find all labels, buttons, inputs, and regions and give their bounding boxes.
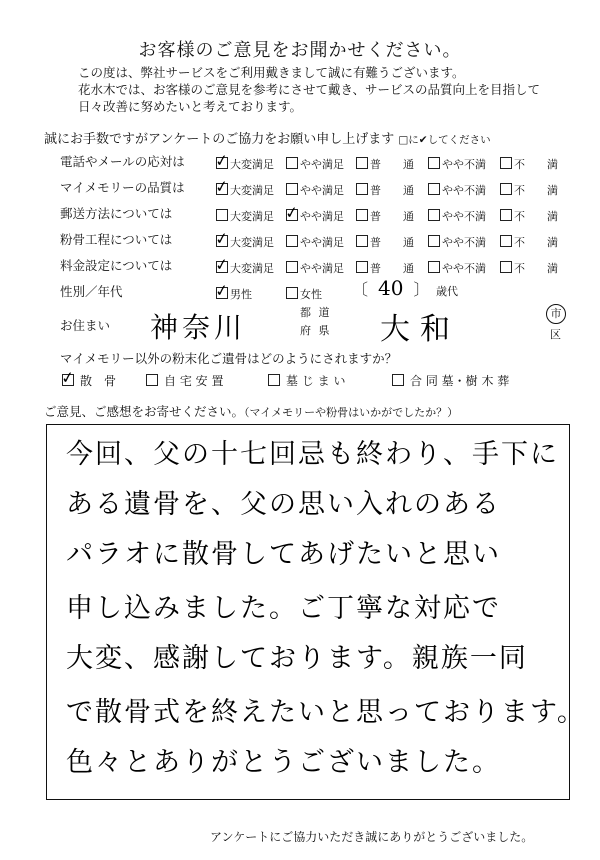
age-suffix: 歳代	[436, 285, 458, 298]
rating-option[interactable]	[500, 153, 558, 172]
rating-option[interactable]	[500, 231, 558, 250]
intro-line: 花水木では、お客様のご意見を参考にさせて戴き、サービスの品質向上を目指して	[78, 82, 541, 97]
request-hint: □に✔してください	[398, 134, 491, 146]
rating-option[interactable]	[213, 150, 274, 172]
rating-checkbox[interactable]	[213, 176, 230, 197]
rating-option[interactable]	[286, 231, 344, 250]
rating-option-label: やや不満	[442, 236, 486, 249]
gender-age-label: 性別／年代	[60, 284, 123, 299]
rating-option[interactable]	[286, 153, 344, 172]
rating-option[interactable]	[428, 231, 486, 250]
rating-checkbox[interactable]	[286, 235, 298, 247]
rating-option-label: 不 満	[514, 184, 558, 197]
rating-option-label: 大変満足	[230, 262, 274, 275]
rating-checkbox[interactable]	[500, 183, 512, 195]
comment-line: パラオに散骨してあげたいと思い	[66, 539, 501, 570]
todofuken-top: 都 道	[300, 306, 332, 319]
shi-circle: 市	[546, 304, 566, 324]
rating-option-label: やや不満	[442, 184, 486, 197]
rating-option-label: 大変満足	[230, 236, 274, 249]
rating-option[interactable]	[286, 257, 344, 276]
rating-option-label: 不 満	[514, 236, 558, 249]
female-checkbox[interactable]	[286, 287, 298, 299]
rating-checkbox[interactable]	[283, 202, 300, 223]
rating-option-label: やや不満	[442, 158, 486, 171]
rating-option-label: 不 満	[514, 158, 558, 171]
footer-thanks: アンケートにご協力いただき誠にありがとうございました。	[210, 830, 534, 844]
rating-option[interactable]	[213, 176, 274, 198]
comment-line: 色々とありがとうございました。	[66, 747, 501, 778]
rating-option-label: やや不満	[442, 210, 486, 223]
rating-option[interactable]	[356, 257, 414, 276]
gender-male-option[interactable]	[213, 280, 252, 302]
check-icon: ✓	[213, 254, 230, 275]
female-label: 女性	[300, 288, 322, 301]
rating-option-label: やや満足	[300, 236, 344, 249]
rating-option[interactable]	[356, 179, 414, 198]
rating-option-label: やや不満	[442, 262, 486, 275]
remains-checkbox[interactable]	[59, 367, 76, 388]
gender-female-option[interactable]	[286, 283, 322, 302]
rating-option[interactable]	[428, 205, 486, 224]
question-label: 粉骨工程については	[60, 232, 173, 247]
rating-option[interactable]	[428, 153, 486, 172]
rating-option[interactable]	[213, 228, 274, 250]
check-icon: ✓	[213, 280, 230, 301]
age-value: 40	[378, 276, 404, 300]
age-field[interactable]	[352, 276, 429, 300]
question-label: 料金設定については	[60, 258, 173, 273]
rating-checkbox[interactable]	[356, 209, 368, 221]
rating-option-label: 普 通	[370, 236, 414, 249]
city-value[interactable]: 大和	[380, 312, 460, 347]
rating-option-label: 普 通	[370, 210, 414, 223]
age-bracket-left: 〔	[352, 280, 369, 299]
rating-option-label: 普 通	[370, 158, 414, 171]
remains-checkbox[interactable]	[268, 374, 280, 386]
comments-subheading: （マイメモリーや粉骨はいかがでしたか？）	[244, 406, 459, 419]
comments-heading	[44, 402, 458, 420]
male-checkbox[interactable]	[213, 280, 230, 301]
rating-option[interactable]	[213, 254, 274, 276]
page-title: お客様のご意見をお聞かせください。	[138, 40, 462, 61]
remains-option[interactable]	[59, 367, 117, 389]
rating-checkbox[interactable]	[500, 261, 512, 273]
remains-option[interactable]	[146, 372, 223, 389]
remains-option-label: 自 宅 安 置	[164, 374, 224, 388]
rating-option-label: 大変満足	[230, 184, 274, 197]
rating-option[interactable]	[356, 153, 414, 172]
rating-option[interactable]	[428, 179, 486, 198]
prefecture-value[interactable]: 神奈川	[150, 311, 247, 344]
rating-option[interactable]	[500, 257, 558, 276]
rating-option-label: やや満足	[300, 158, 344, 171]
remains-checkbox[interactable]	[392, 374, 404, 386]
rating-option[interactable]	[356, 231, 414, 250]
rating-option[interactable]	[500, 179, 558, 198]
shi-mark	[546, 304, 566, 324]
rating-checkbox[interactable]	[428, 235, 440, 247]
rating-option[interactable]	[283, 202, 344, 224]
check-icon: ✓	[283, 202, 300, 223]
rating-option-label: 不 満	[514, 210, 558, 223]
rating-option-label: やや満足	[300, 262, 344, 275]
age-bracket-right: 〕	[413, 280, 430, 299]
rating-checkbox[interactable]	[356, 157, 368, 169]
rating-checkbox[interactable]	[356, 261, 368, 273]
rating-option-label: 大変満足	[230, 158, 274, 171]
remains-question: マイメモリー以外の粉末化ご遺骨はどのようにされますか？	[60, 351, 398, 366]
rating-option[interactable]	[500, 205, 558, 224]
rating-checkbox[interactable]	[216, 209, 228, 221]
address-label: お住まい	[60, 318, 111, 333]
remains-checkbox[interactable]	[146, 374, 158, 386]
comment-line: 今回、父の十七回忌も終わり、手下に	[66, 439, 559, 470]
rating-option[interactable]	[286, 179, 344, 198]
remains-option-label: 散 骨	[80, 374, 117, 388]
comment-line: ある遺骨を、父の思い入れのある	[66, 489, 501, 520]
request-text: 誠にお手数ですがアンケートのご協力をお願い申し上げます	[44, 132, 395, 147]
rating-checkbox[interactable]	[356, 183, 368, 195]
intro-line: この度は、弊社サービスをご利用戴きまして誠に有難うございます。	[78, 65, 465, 80]
request-line	[44, 128, 491, 147]
rating-checkbox[interactable]	[286, 157, 298, 169]
rating-checkbox[interactable]	[213, 254, 230, 275]
rating-option-label: やや満足	[300, 210, 344, 223]
male-label: 男性	[230, 288, 252, 301]
remains-option-label: 墓 じ ま い	[286, 374, 346, 388]
remains-option[interactable]	[392, 372, 509, 389]
check-icon: ✓	[213, 228, 230, 249]
rating-option[interactable]	[356, 205, 414, 224]
rating-checkbox[interactable]	[428, 261, 440, 273]
rating-option-label: 大変満足	[230, 210, 274, 223]
rating-option-label: やや満足	[300, 184, 344, 197]
rating-checkbox[interactable]	[500, 235, 512, 247]
rating-checkbox[interactable]	[428, 157, 440, 169]
rating-checkbox[interactable]	[286, 183, 298, 195]
todofuken-bottom: 府 県	[300, 324, 332, 337]
rating-checkbox[interactable]	[356, 235, 368, 247]
rating-checkbox[interactable]	[286, 261, 298, 273]
rating-option-label: 普 通	[370, 184, 414, 197]
rating-option[interactable]	[428, 257, 486, 276]
comment-line: 申し込みました。ご丁寧な対応で	[66, 593, 501, 624]
intro-line: 日々改善に努めたいと考えております。	[78, 99, 303, 114]
ku-label: 区	[550, 328, 561, 341]
comments-heading-text: ご意見、ご感想をお寄せください。	[44, 404, 245, 419]
rating-checkbox[interactable]	[500, 157, 512, 169]
question-label: 郵送方法については	[60, 206, 173, 221]
check-icon: ✓	[59, 367, 76, 388]
remains-option[interactable]	[268, 372, 345, 389]
question-label: 電話やメールの応対は	[60, 154, 185, 169]
rating-option-label: 不 満	[514, 262, 558, 275]
comment-line: で散骨式を終えたいと思っております。	[66, 697, 586, 728]
rating-checkbox[interactable]	[428, 209, 440, 221]
rating-checkbox[interactable]	[428, 183, 440, 195]
rating-option-label: 普 通	[370, 262, 414, 275]
remains-option-label: 合 同 墓・樹 木 葬	[410, 374, 510, 388]
rating-checkbox[interactable]	[213, 228, 230, 249]
rating-checkbox[interactable]	[213, 150, 230, 171]
rating-option[interactable]	[216, 205, 274, 224]
question-label: マイメモリーの品質は	[60, 180, 185, 195]
comment-line: 大変、感謝しております。親族一同	[66, 643, 528, 674]
rating-checkbox[interactable]	[500, 209, 512, 221]
check-icon: ✓	[213, 176, 230, 197]
check-icon: ✓	[213, 150, 230, 171]
